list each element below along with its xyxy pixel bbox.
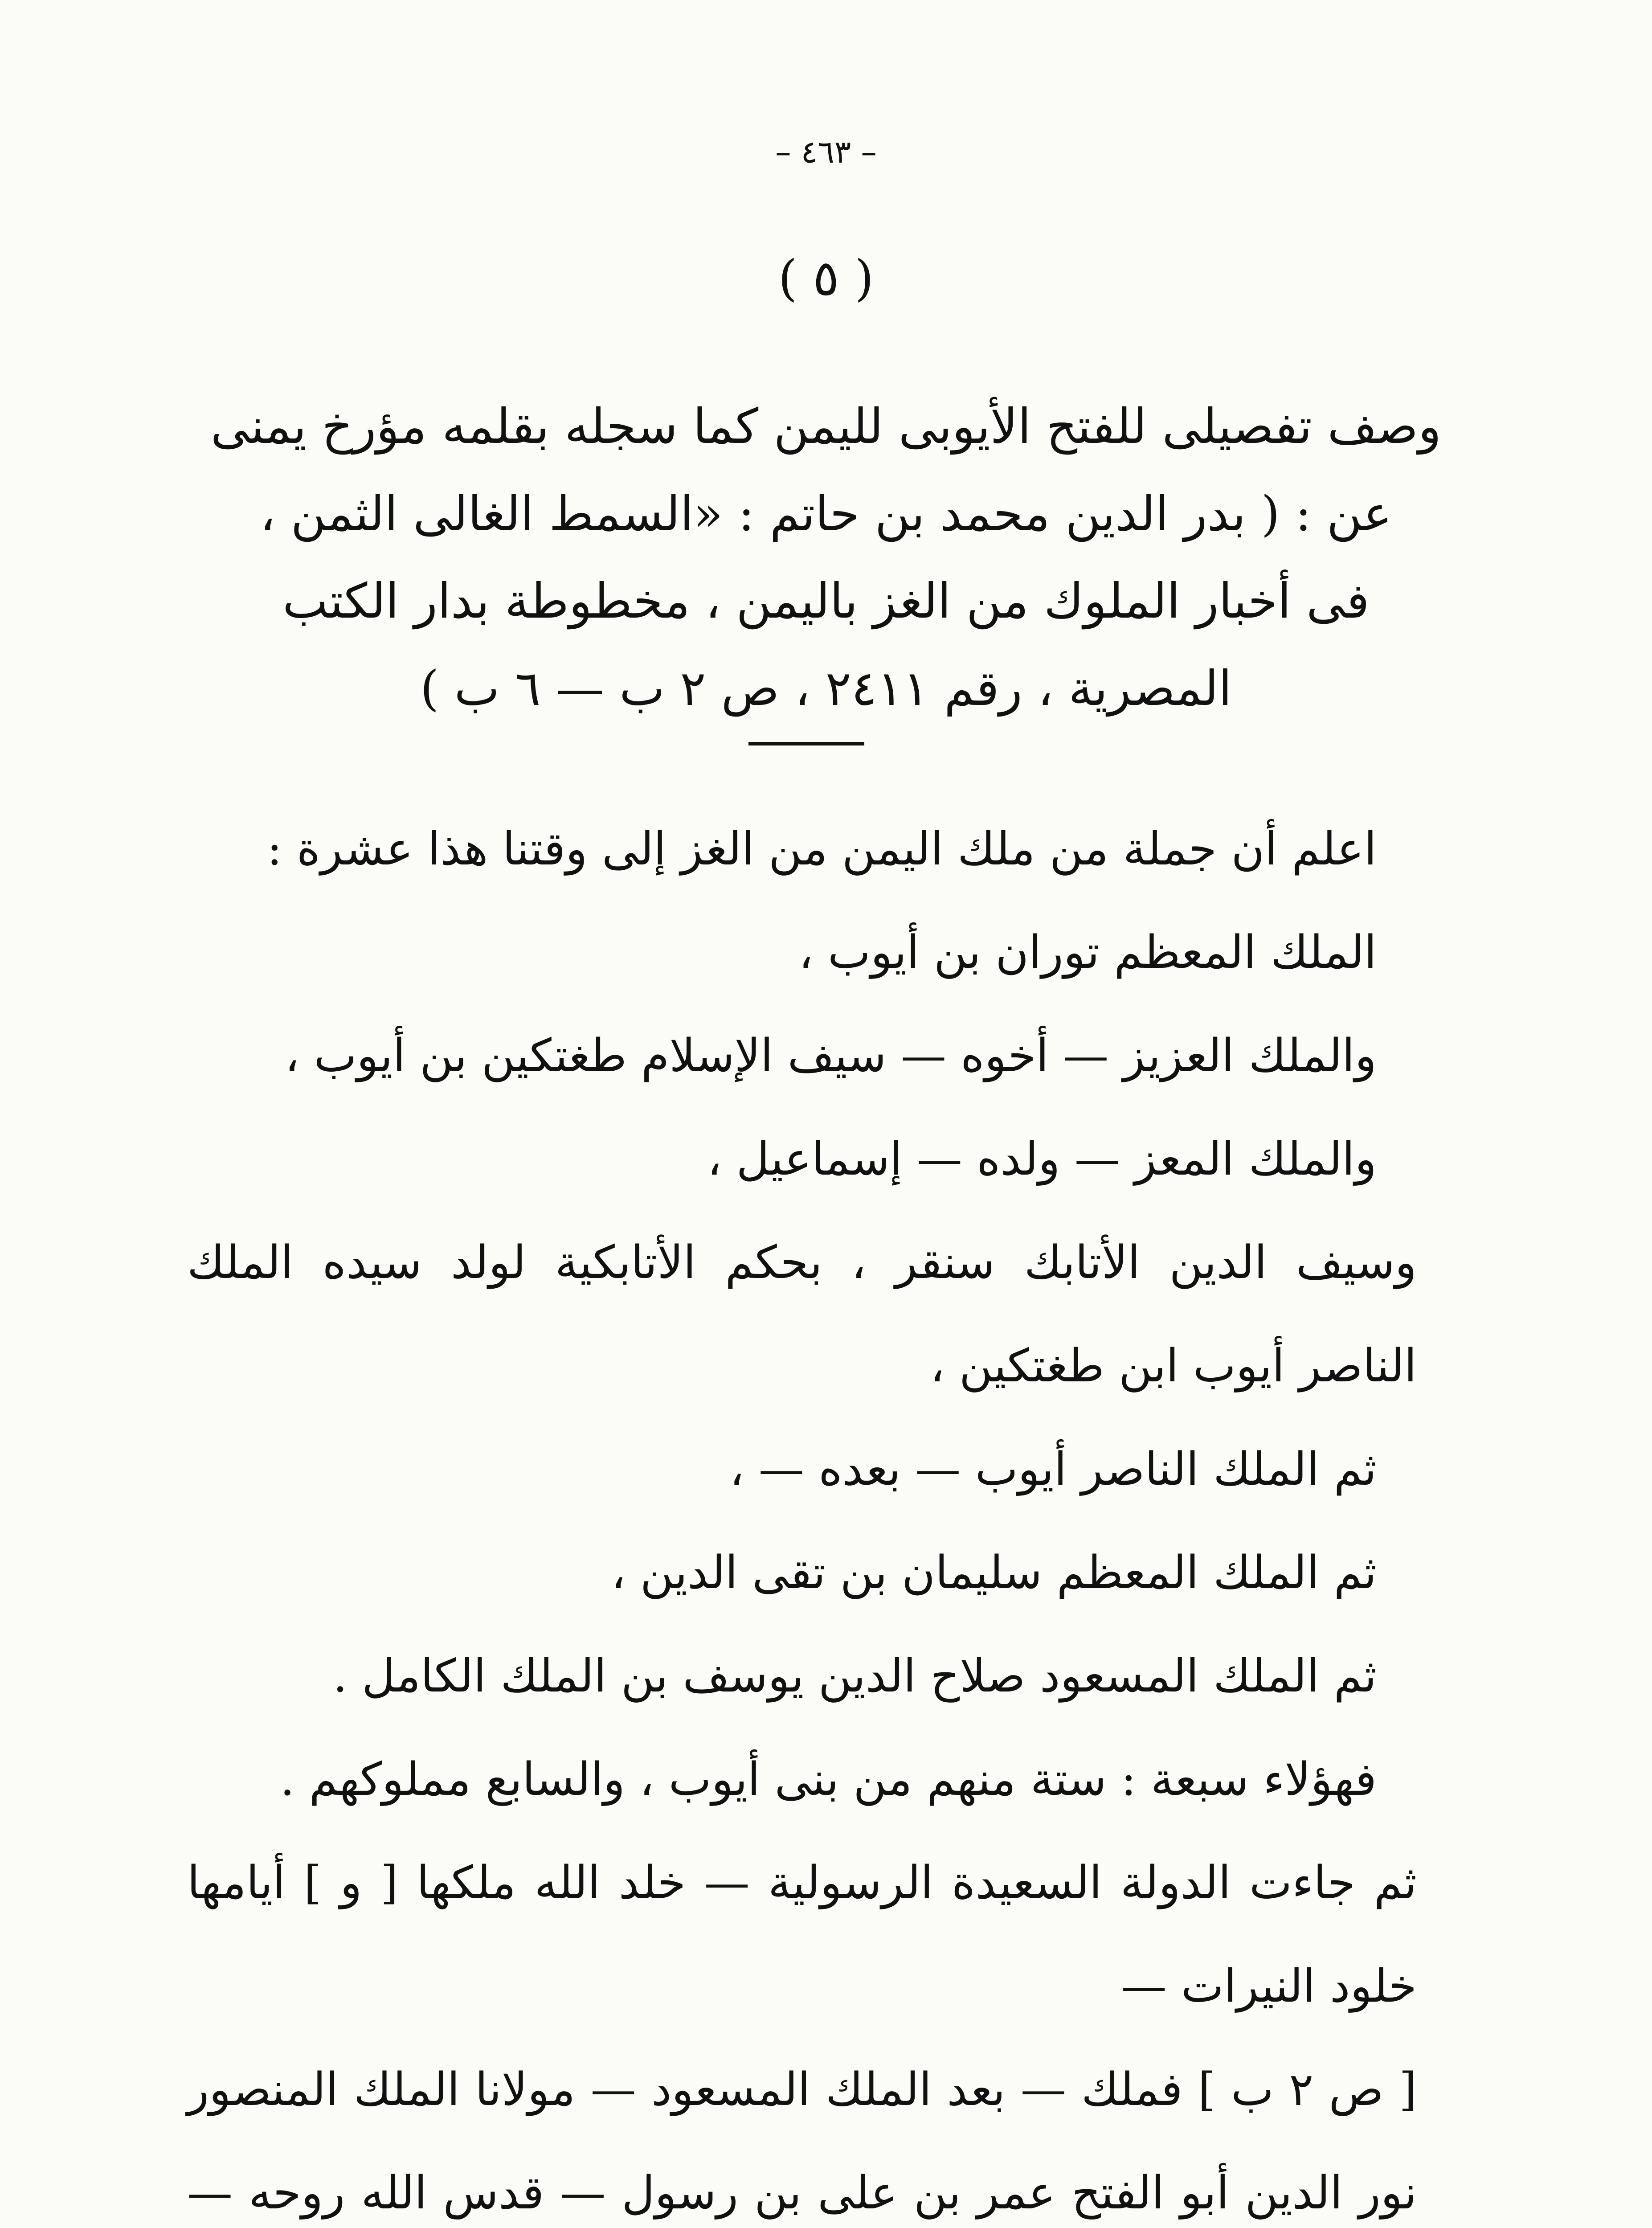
paragraph-king-4: وسيف الدين الأتابك سنقر ، بحكم الأتابكية لولد سيده الملك الناصر أيوب ابن طغتكين ، <box>187 1236 1417 1392</box>
paragraph-king-2: والملك العزيز — أخوه — سيف الإسلام طغتكين بن أيوب ، <box>285 1029 1377 1082</box>
body-text <box>187 798 1417 2228</box>
title-line-1: وصف تفصيلى للفتح الأيوبى لليمن كما سجله بقلمه مؤرخ يمنى <box>210 399 1442 455</box>
paragraph-king-1: الملك المعظم توران بن أيوب ، <box>798 926 1377 979</box>
title-divider <box>748 742 864 745</box>
paragraph-summary: فهؤلاء سبعة : ستة منهم من بنى أيوب ، والسابع مملوكهم . <box>280 1753 1377 1806</box>
title-line-4: المصرية ، رقم ٢٤١١ ، ص ٢ ب — ٦ ب ) <box>420 661 1232 717</box>
paragraph-intro: اعلم أن جملة من ملك اليمن من الغز إلى وقتنا هذا عشرة : <box>267 823 1377 876</box>
title-line-3: فى أخبار الملوك من الغز باليمن ، مخطوطة بدار الكتب <box>282 573 1370 629</box>
page-number: – ٤٦٣ – <box>775 134 877 170</box>
paragraph-rasulid: ثم جاءت الدولة السعيدة الرسولية — خلد الله ملكها [ و ] أيامها خلود النيرات — <box>187 1856 1417 2013</box>
paragraph-king-5: ثم الملك الناصر أيوب — بعده — ، <box>729 1443 1377 1496</box>
title-line-2: عن : ( بدر الدين محمد بن حاتم : «السمط الغالى الثمن ، <box>260 486 1392 542</box>
section-number: ( ٥ ) <box>778 250 874 307</box>
section-title <box>0 383 1652 733</box>
paragraph-king-3: والملك المعز — ولده — إسماعيل ، <box>707 1133 1377 1186</box>
paragraph-king-6: ثم الملك المعظم سليمان بن تقى الدين ، <box>611 1546 1377 1599</box>
paragraph-king-7: ثم الملك المسعود صلاح الدين يوسف بن الملك الكامل . <box>333 1650 1377 1703</box>
paragraph-mansur: [ ص ٢ ب ] فملك — بعد الملك المسعود — مولانا الملك المنصور نور الدين أبو الفتح عمر بن على بن رسول — قدس الله روحه — <box>187 2063 1417 2220</box>
